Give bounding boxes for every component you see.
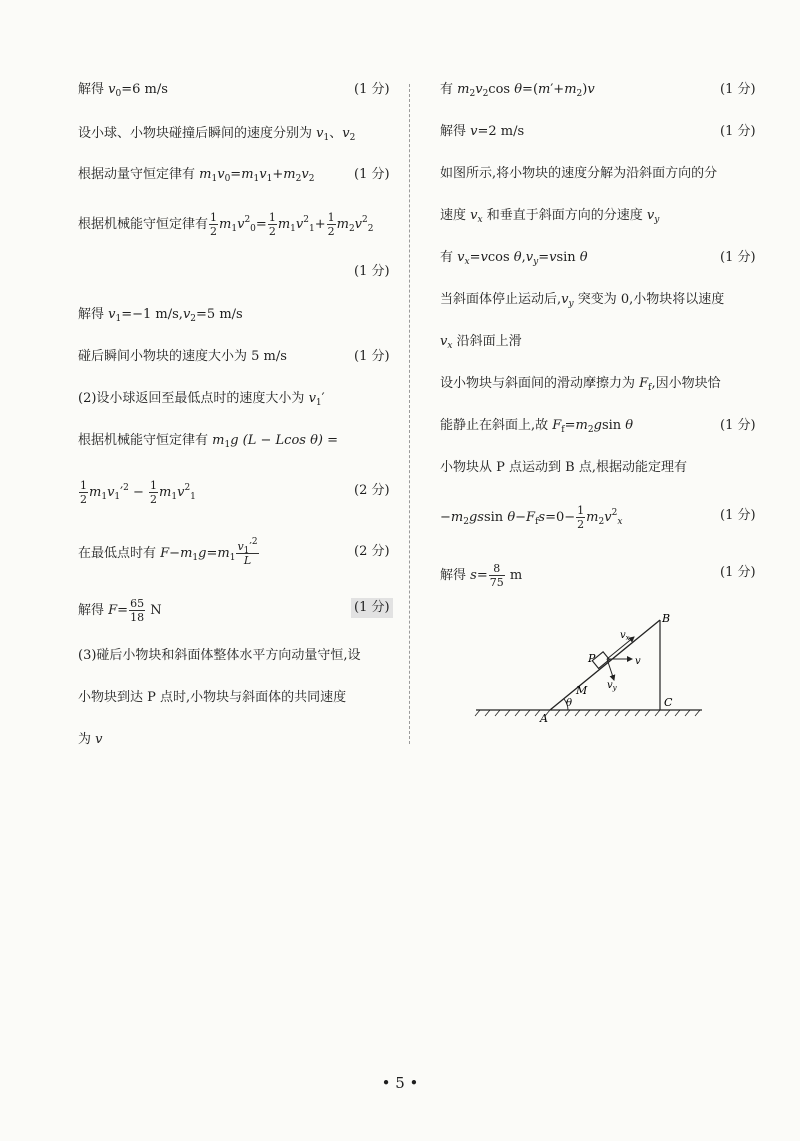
line-work-energy-equation: $-m_2gssin$ $\theta-F_fs=0-$ $\frac{1}{2}$ $m_2v^2_x$	[440, 504, 623, 531]
score-mark: (1 分)	[720, 250, 756, 265]
line-v1-v2-result: 解得 $v_1=-1$ $m/s,v_2=5$ m/s	[78, 307, 243, 324]
page-number: • 5 •	[381, 1074, 419, 1092]
score-mark: (1 分)	[720, 565, 756, 580]
line-v-result: 解得 v=2 m/s	[440, 124, 525, 139]
score-mark-highlighted: (1 分)	[351, 598, 393, 618]
score-mark: (1 分)	[720, 418, 756, 433]
score-mark: (1 分)	[354, 264, 390, 279]
label-A: A	[540, 712, 548, 725]
label-M: M	[576, 684, 588, 697]
line-horizontal-momentum: 有 $m_2v_2\cos$ $\theta=(m'+m_2)v$	[440, 82, 595, 99]
incline-AB	[550, 620, 660, 710]
line-energy-conservation: 根据机械能守恒定律有 $\frac{1}{2}$ $m_1v^2_0=$ $\frac{1}{2}$ $m_1v^2_1+$ $\frac{1}{2}$ $m_2v^2_2$	[78, 211, 374, 238]
line-part3-v: 为 v	[78, 732, 103, 747]
line-slides-up: $v_x$ 沿斜面上滑	[440, 334, 522, 351]
line-part2-energy-cont: $\frac{1}{2}$ $m_1v_1'^2$ − $\frac{1}{2}$ $m_1v^2_1$	[80, 479, 196, 506]
line-F-result: 解得 F= $\frac{65}{18}$ N	[78, 597, 162, 624]
label-theta: θ	[566, 698, 573, 709]
line-block-speed: 碰后瞬间小物块的速度大小为 5 m/s	[78, 349, 287, 364]
line-lowest-point-force: 在最低点时有 $F-m_1g=m_1$ $\frac{v_1'^2}{L}$	[78, 537, 258, 567]
line-friction-value: 能静止在斜面上,故 $F_f=m_2gsin$ θ	[440, 418, 634, 435]
line-part2-intro: (2)设小球返回至最低点时的速度大小为 $v_1'$	[78, 391, 325, 408]
ground-surface	[475, 710, 702, 716]
score-mark: (1 分)	[720, 124, 756, 139]
score-mark: (2 分)	[354, 483, 390, 498]
line-v0-result: 解得 $v_0=6$ m/s	[78, 82, 168, 99]
line-part3-intro: (3)碰后小物块和斜面体整体水平方向动量守恒,设	[78, 648, 361, 663]
line-momentum-conservation: 根据动量守恒定律有 $m_1v_0=m_1v_1+m_2v_2$	[78, 167, 315, 184]
score-mark: (1 分)	[354, 349, 390, 364]
score-mark: (2 分)	[354, 544, 390, 559]
score-mark: (1 分)	[354, 82, 390, 97]
label-P: P	[588, 652, 596, 665]
line-s-result: 解得 s= $\frac{8}{75}$ m	[440, 562, 523, 589]
line-work-energy-intro: 小物块从 P 点运动到 B 点,根据动能定理有	[440, 460, 687, 475]
label-C: C	[664, 696, 673, 709]
line-decompose-intro: 如图所示,将小物块的速度分解为沿斜面方向的分	[440, 166, 718, 181]
label-v: v	[635, 656, 641, 667]
score-mark: (1 分)	[354, 167, 390, 182]
score-mark: (1 分)	[720, 508, 756, 523]
line-friction-intro: 设小物块与斜面间的滑动摩擦力为 $F_f$,因小物块恰	[440, 376, 721, 393]
line-decompose-components: 速度 $v_x$ 和垂直于斜面方向的分速度 $v_y$	[440, 208, 660, 225]
label-vx: $v_x$	[620, 630, 630, 642]
label-vy: $v_y$	[607, 680, 617, 692]
line-incline-stops: 当斜面体停止运动后$,v_y$ 突变为 0,小物块将以速度	[440, 292, 725, 309]
line-part3-common-velocity: 小物块到达 P 点时,小物块与斜面体的共同速度	[78, 690, 347, 705]
line-define-velocities: 设小球、小物块碰撞后瞬间的速度分别为 $v_1$、$v_2$	[78, 126, 356, 143]
label-B: B	[662, 612, 671, 625]
line-part2-energy: 根据机械能守恒定律有 $m_1g$ (L − Lcos θ) =	[78, 433, 339, 450]
score-mark: (1 分)	[720, 82, 756, 97]
vy-arrow	[607, 659, 614, 680]
incline-velocity-diagram	[470, 610, 710, 725]
column-divider	[409, 84, 410, 744]
line-component-formulas: 有 $v_x=vcos$ $\theta,v_y=vsin$ θ	[440, 250, 588, 267]
